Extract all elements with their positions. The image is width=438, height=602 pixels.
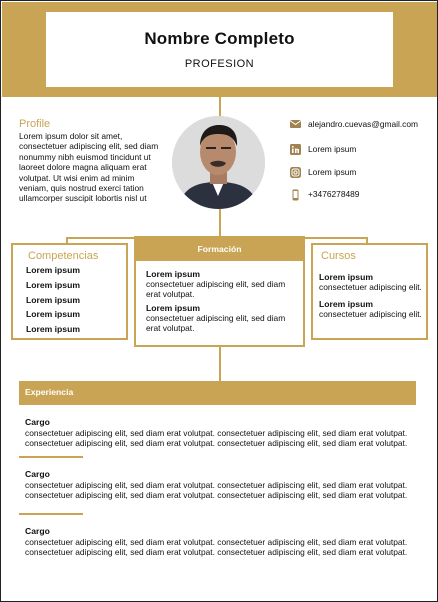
- profession: PROFESION: [184, 58, 255, 70]
- instagram-text: Lorem ipsum: [308, 167, 357, 177]
- formacion-entry: [146, 269, 285, 299]
- linkedin-text: Lorem ipsum: [308, 144, 357, 154]
- connector-bottom: [219, 346, 221, 382]
- profile-line: laoreet dolore magna aliquam erat: [19, 162, 147, 173]
- curso-entry: [319, 272, 422, 292]
- formacion-entry-line: erat volutpat.: [146, 289, 195, 299]
- experiencia-header: [19, 381, 416, 405]
- phone-icon: [290, 189, 301, 199]
- competencia-item: Lorem ipsum: [26, 265, 80, 275]
- profile-line: Lorem ipsum dolor sit amet,: [19, 131, 123, 141]
- formacion-entry: [146, 303, 285, 333]
- experiencia-divider: [19, 513, 83, 515]
- cargo-title: Cargo: [25, 469, 50, 479]
- profile-title: Profile: [19, 118, 51, 130]
- curso-entry-title: Lorem ipsum: [319, 299, 373, 309]
- instagram-icon: [290, 167, 301, 177]
- full-name: Nombre Completo: [144, 29, 295, 48]
- competencia-item: Lorem ipsum: [26, 324, 80, 334]
- contact-phone[interactable]: [290, 189, 359, 199]
- competencia-item: Lorem ipsum: [26, 309, 80, 319]
- cursos-title: Cursos: [321, 250, 356, 262]
- cargo-line: consectetuer adipiscing elit, sed diam erat volutpat. consectetuer adipiscing elit, sed diam erat volutpat.: [25, 438, 408, 448]
- profile-line: nonummy nibh euismod tincidunt ut: [19, 151, 151, 162]
- formacion-title: Formación: [197, 244, 242, 254]
- cargo-line: consectetuer adipiscing elit, sed diam erat volutpat. consectetuer adipiscing elit, sed diam erat volutpat.: [25, 490, 408, 500]
- formacion-entry-line: consectetuer adipiscing elit, sed diam: [146, 279, 286, 289]
- competencias-box: [11, 243, 128, 340]
- cargo-line: consectetuer adipiscing elit, sed diam erat volutpat. consectetuer adipiscing elit, sed diam erat volutpat.: [25, 547, 408, 557]
- formacion-header: [136, 238, 303, 261]
- profile-line: ullamcorper suscipit lobortis nisl ut: [19, 193, 147, 204]
- cargo-title: Cargo: [25, 417, 50, 427]
- cargo-line: consectetuer adipiscing elit, sed diam erat volutpat. consectetuer adipiscing elit, sed diam erat volutpat.: [25, 537, 408, 547]
- curso-entry-text: consectetuer adipiscing elit.: [319, 309, 422, 319]
- experiencia-title: Experiencia: [25, 387, 74, 397]
- curso-entry: [319, 299, 422, 319]
- profile-text: [19, 131, 167, 204]
- cargo-title: Cargo: [25, 526, 50, 536]
- competencias-title: Competencias: [28, 250, 99, 262]
- email-icon: [290, 119, 301, 129]
- formacion-entry-line: consectetuer adipiscing elit, sed diam: [146, 313, 286, 323]
- contact-instagram[interactable]: [290, 167, 356, 177]
- phone-text: +3476278489: [308, 189, 360, 199]
- profile-line: consectetuer adipiscing elit, sed diam: [19, 141, 159, 152]
- connector-middle: [219, 207, 221, 237]
- cargo-line: consectetuer adipiscing elit, sed diam erat volutpat. consectetuer adipiscing elit, sed diam erat volutpat.: [25, 428, 408, 438]
- experiencia-divider: [19, 456, 83, 458]
- name-box: [46, 12, 393, 87]
- cargo-line: consectetuer adipiscing elit, sed diam erat volutpat. consectetuer adipiscing elit, sed diam erat volutpat.: [25, 480, 408, 490]
- formacion-box: [134, 236, 305, 347]
- contact-email[interactable]: [290, 119, 418, 129]
- profile-photo: [172, 116, 265, 209]
- connector-top: [219, 97, 221, 117]
- formacion-entry-title: Lorem ipsum: [146, 303, 200, 313]
- competencia-item: Lorem ipsum: [26, 280, 80, 290]
- curso-entry-title: Lorem ipsum: [319, 272, 373, 282]
- cursos-box: [311, 243, 428, 340]
- contact-linkedin[interactable]: [290, 144, 356, 154]
- email-text: alejandro.cuevas@gmail.com: [308, 119, 418, 129]
- profile-line: volutpat. Ut wisi enim ad minim: [19, 172, 135, 183]
- profile-line: veniam, quis nostrud exerci tation: [19, 183, 144, 194]
- linkedin-icon: [290, 144, 301, 154]
- curso-entry-text: consectetuer adipiscing elit.: [319, 282, 422, 292]
- competencia-item: Lorem ipsum: [26, 295, 80, 305]
- formacion-entry-line: erat volutpat.: [146, 323, 195, 333]
- formacion-entry-title: Lorem ipsum: [146, 269, 200, 279]
